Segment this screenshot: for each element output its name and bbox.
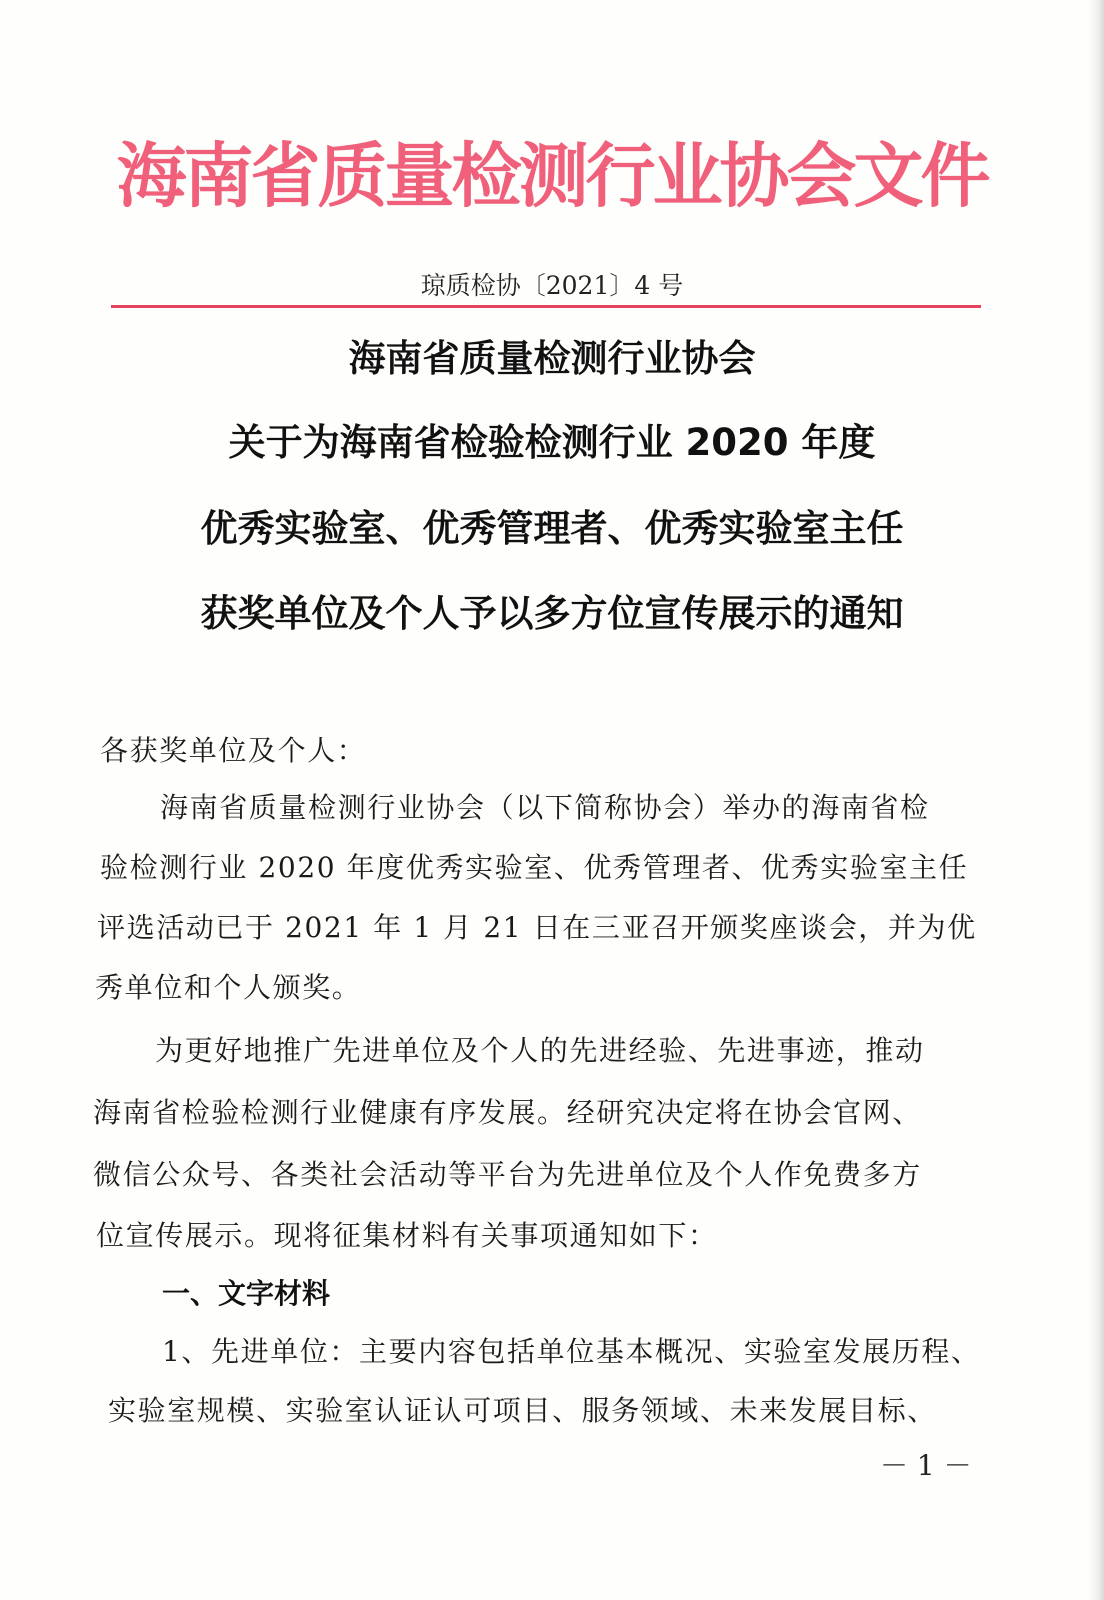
paragraph-2-line-3: 微信公众号、各类社会活动等平台为先进单位及个人作免费多方: [93, 1158, 922, 1191]
paragraph-2-line-4: 位宣传展示。现将征集材料有关事项通知如下：: [96, 1219, 718, 1252]
section-heading-text-materials: 一、文字材料: [162, 1277, 331, 1310]
notice-title-line-1: 海南省质量检测行业协会: [348, 337, 756, 380]
letterhead-title: 海南省质量检测行业协会文件: [116, 134, 988, 217]
notice-title-line-3: 优秀实验室、优秀管理者、优秀实验室主任: [200, 507, 904, 550]
notice-title-line-4: 获奖单位及个人予以多方位宣传展示的通知: [200, 592, 904, 635]
scan-edge-shadow: [1088, 0, 1104, 1600]
paragraph-1-line-4: 秀单位和个人颁奖。: [95, 971, 362, 1004]
paragraph-1-line-1: 海南省质量检测行业协会（以下简称协会）举办的海南省检: [160, 791, 930, 824]
letterhead-red-rule: [111, 305, 981, 308]
salutation: 各获奖单位及个人：: [100, 734, 367, 767]
item-1-line-2: 实验室规模、实验室认证认可项目、服务领域、未来发展目标、: [108, 1394, 937, 1427]
paragraph-1-line-3: 评选活动已于 2021 年 1 月 21 日在三亚召开颁奖座谈会，并为优: [97, 911, 977, 944]
paragraph-2-line-1: 为更好地推广先进单位及个人的先进经验、先进事迹，推动: [155, 1034, 925, 1067]
paragraph-2-line-2: 海南省检验检测行业健康有序发展。经研究决定将在协会官网、: [93, 1096, 922, 1129]
page-number: － 1 －: [880, 1449, 972, 1482]
document-number: 琼质检协〔2021〕4 号: [420, 271, 684, 300]
item-1-line-1: 1、先进单位：主要内容包括单位基本概况、实验室发展历程、: [162, 1335, 981, 1368]
notice-title-line-2: 关于为海南省检验检测行业 2020 年度: [228, 421, 876, 464]
paragraph-1-line-2: 验检测行业 2020 年度优秀实验室、优秀管理者、优秀实验室主任: [100, 851, 969, 884]
